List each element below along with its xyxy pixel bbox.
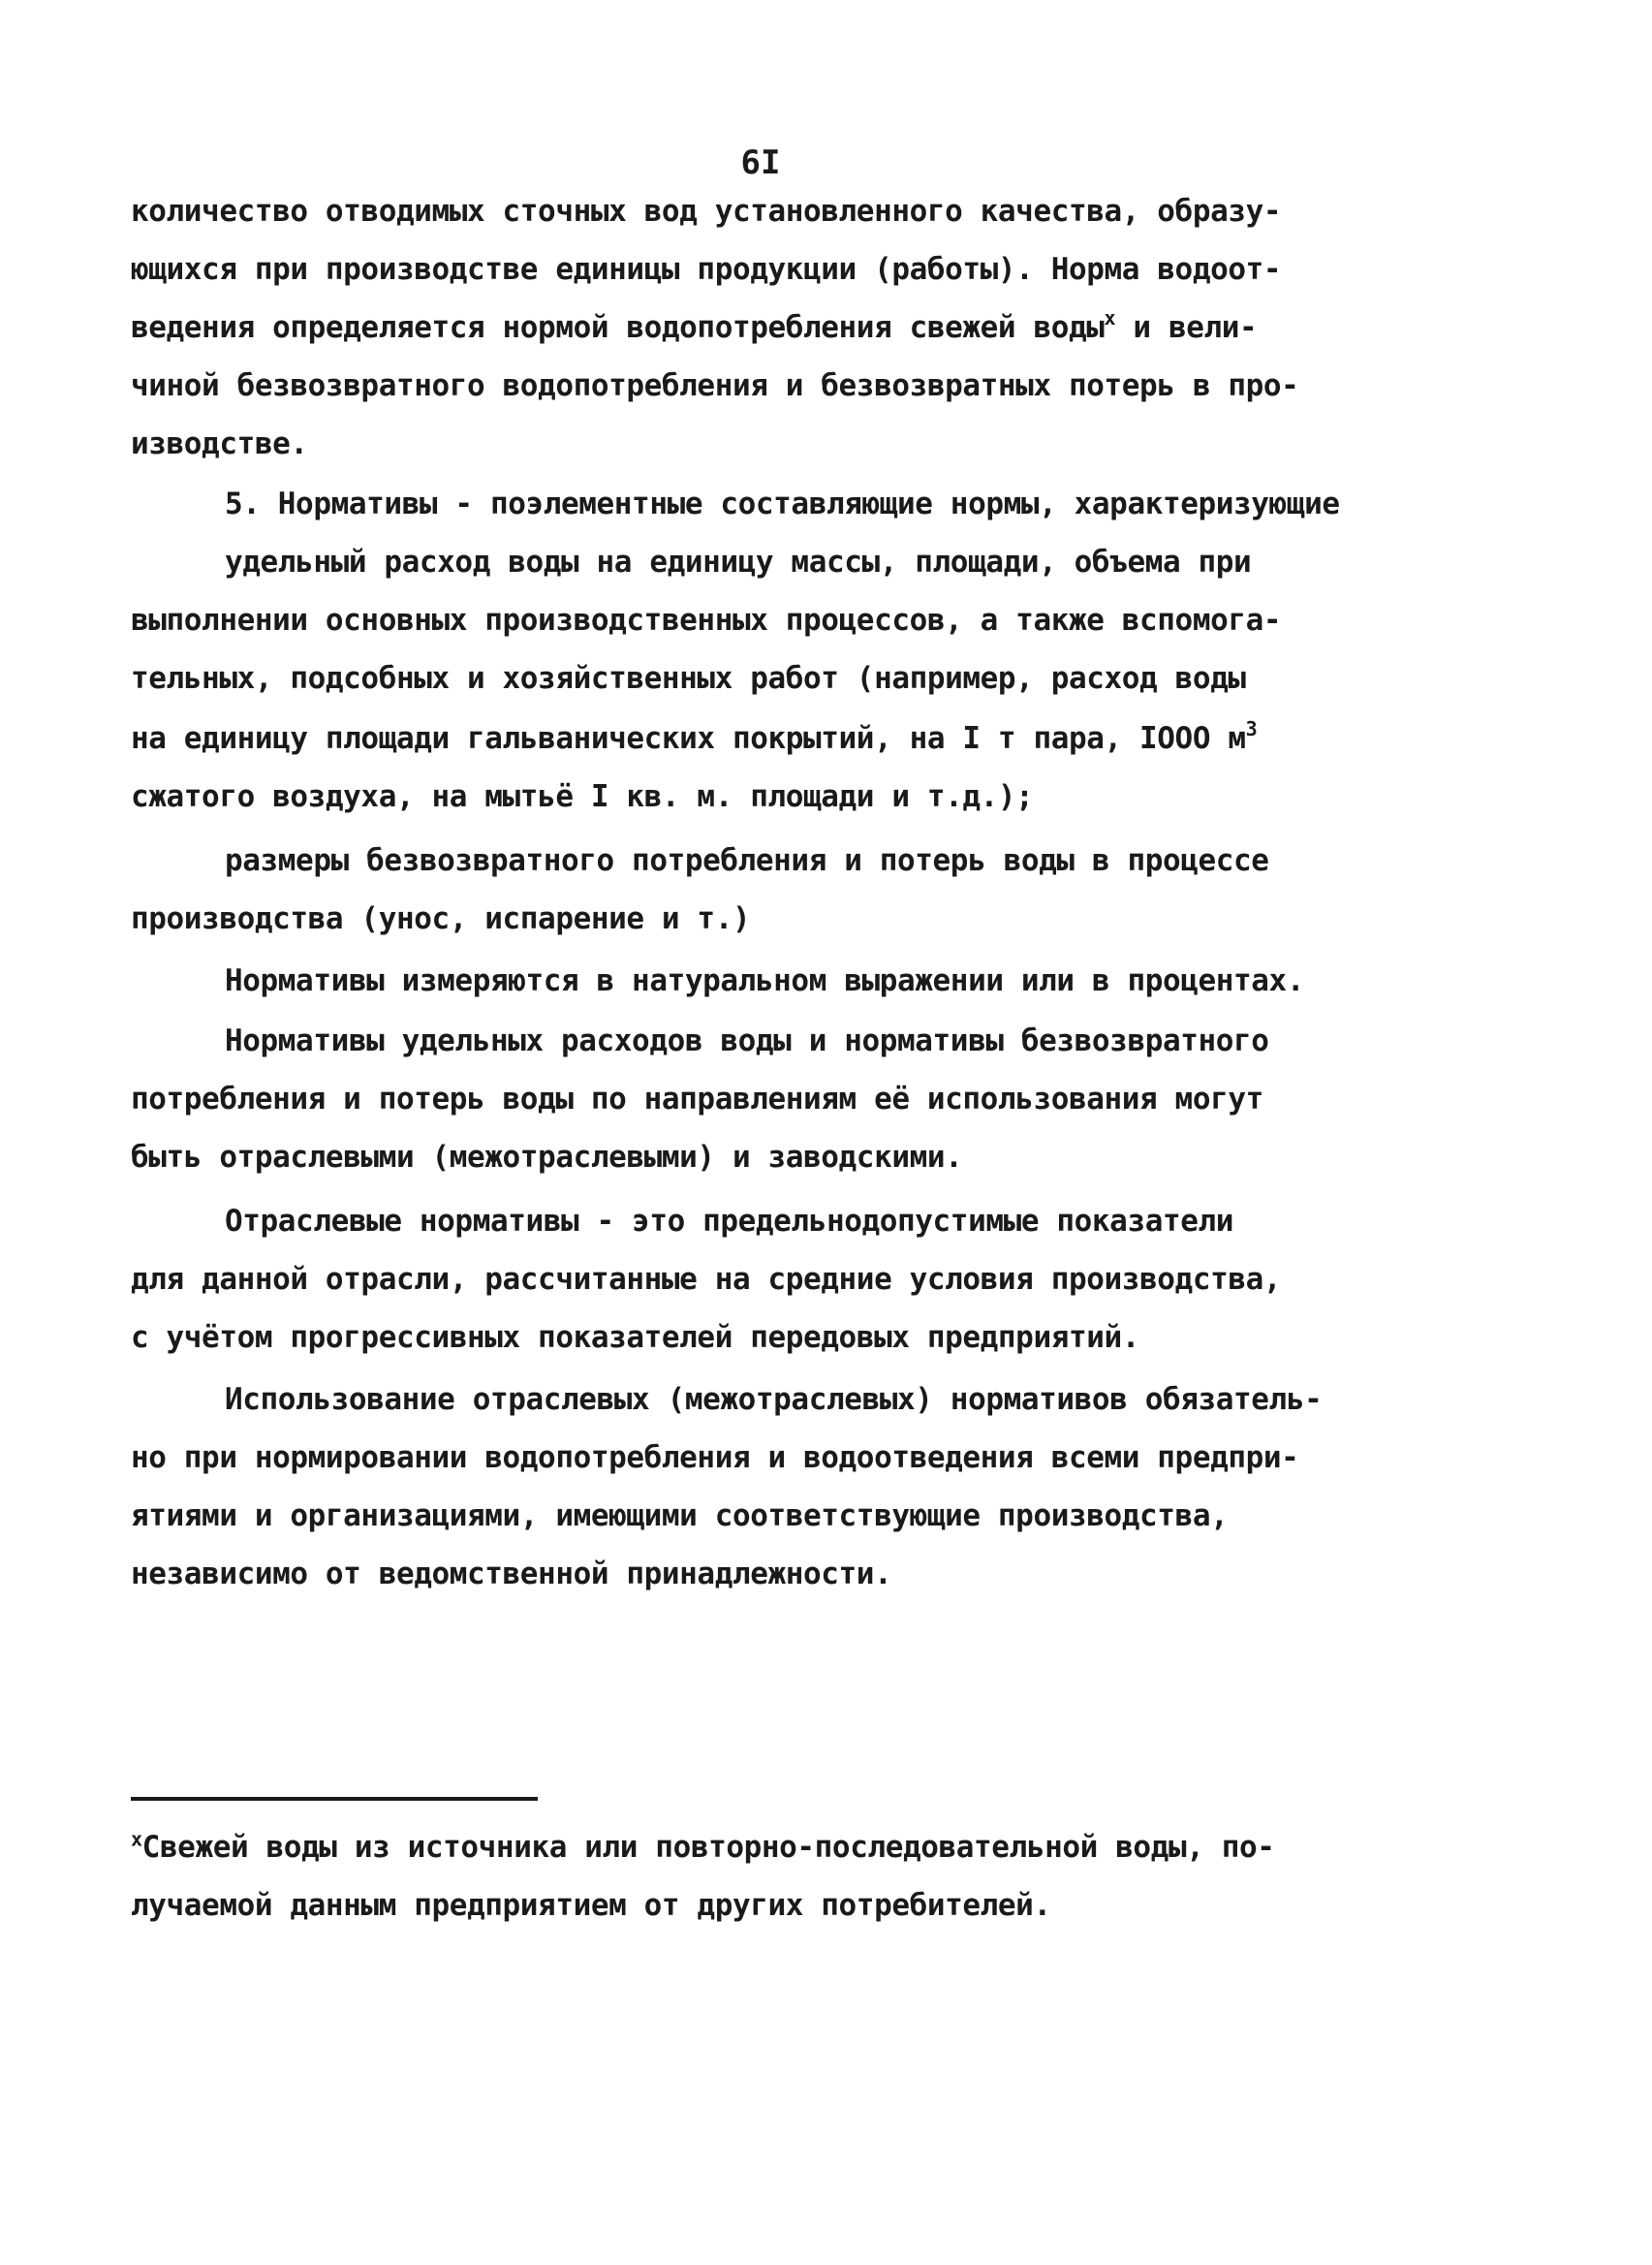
- page-number: 6I: [740, 143, 781, 182]
- body-line: количество отводимых сточных вод установленного качества, образу-: [131, 194, 1282, 229]
- body-line: сжатого воздуха, на мытьё I кв. м. площади и т.д.);: [131, 779, 1034, 814]
- superscript-3: 3: [1245, 716, 1258, 740]
- body-line: ведения определяется нормой водопотребления свежей воды$^x$ и вели-: [131, 305, 1258, 345]
- body-line: потребления и потерь воды по направлениям её использования могут: [131, 1082, 1263, 1117]
- body-line: Нормативы удельных расходов воды и нормативы безвозвратного: [225, 1023, 1269, 1058]
- footnote-divider: [131, 1797, 538, 1801]
- body-line: для данной отрасли, рассчитанные на средние условия производства,: [131, 1262, 1282, 1297]
- footnote: $^x$Свежей воды из источника или повторно-последовательной воды, по-: [131, 1827, 1275, 1865]
- body-line: на единицу площади гальванических покрытий, на I т пара, IOOO $м^3$: [131, 716, 1258, 756]
- body-line: тельных, подсобных и хозяйственных работ (например, расход воды: [131, 661, 1246, 696]
- footnote-mark: x: [131, 1827, 142, 1851]
- body-line: ятиями и организациями, имеющими соответствующие производства,: [131, 1498, 1229, 1533]
- body-line: размеры безвозвратного потребления и потерь воды в процессе: [225, 843, 1269, 878]
- body-line: Нормативы измеряются в натуральном выражении или в процентах.: [225, 963, 1305, 998]
- body-line: но при нормировании водопотребления и водоотведения всеми предпри-: [131, 1440, 1299, 1475]
- body-line: выполнении основных производственных процессов, а также вспомога-: [131, 603, 1282, 638]
- body-line: удельный расход воды на единицу массы, площади, объема при: [225, 545, 1252, 580]
- body-line: 5. Нормативы - поэлементные составляющие нормы, характеризующие: [225, 487, 1340, 521]
- footnote-reference: x: [1104, 305, 1116, 330]
- body-line: чиной безвозвратного водопотребления и безвозвратных потерь в про-: [131, 368, 1299, 403]
- body-line: изводстве.: [131, 426, 308, 461]
- body-line: независимо от ведомственной принадлежности.: [131, 1557, 892, 1591]
- body-line: производства (унос, испарение и т.): [131, 901, 751, 936]
- body-line: Использование отраслевых (межотраслевых) нормативов обязатель-: [225, 1382, 1323, 1417]
- body-line: Отраслевые нормативы - это предельнодопустимые показатели: [225, 1204, 1234, 1239]
- body-line: быть отраслевыми (межотраслевыми) и заводскими.: [131, 1140, 963, 1175]
- body-line: ющихся при производстве единицы продукции (работы). Норма водоот-: [131, 252, 1282, 287]
- footnote-line: лучаемой данным предприятием от других потребителей.: [131, 1888, 1051, 1923]
- body-line: с учётом прогрессивных показателей передовых предприятий.: [131, 1320, 1140, 1355]
